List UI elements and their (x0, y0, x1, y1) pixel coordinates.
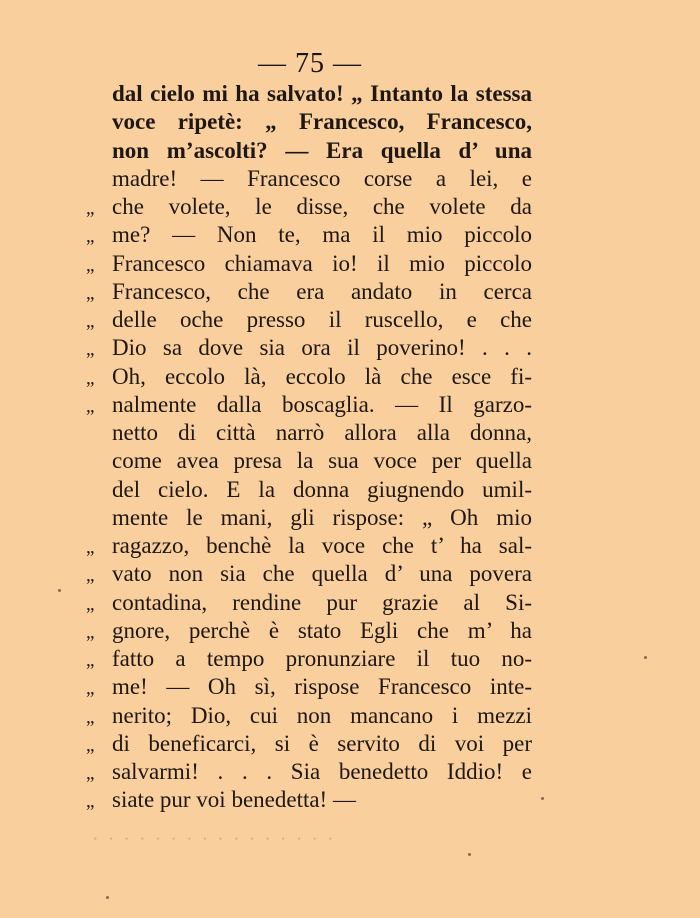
quote-mark: „ (86, 311, 95, 332)
line-text: mente le mani, gli rispose: „ Oh mio (112, 504, 532, 530)
quote-mark: „ (86, 198, 95, 219)
line-text: ragazzo, benchè la voce che t’ ha sal- (112, 533, 532, 558)
text-line (86, 108, 532, 136)
text-line (86, 645, 532, 673)
text-line (86, 702, 532, 730)
text-line (86, 165, 532, 193)
line-text: gnore, perchè è stato Egli che m’ ha (112, 617, 532, 643)
quote-mark: „ (86, 763, 95, 784)
paper-speck (644, 656, 647, 659)
text-line (86, 758, 532, 786)
show-through-text: · · · · · · · · · · · · · · · · (92, 827, 336, 849)
quote-mark: „ (86, 621, 95, 643)
line-text: siate pur voi benedetta! — (112, 787, 356, 813)
line-text: fatto a tempo pronunziare il tuo no- (112, 646, 532, 671)
line-text: voce ripetè: „ Francesco, Francesco, (112, 109, 532, 135)
line-text: Oh, eccolo là, eccolo là che esce fi- (112, 363, 532, 389)
line-text: salvarmi! . . . Sia benedetto Iddio! e (112, 759, 532, 784)
quote-mark: „ (86, 734, 95, 756)
text-line (86, 193, 532, 221)
text-line (86, 786, 532, 814)
quote-mark: „ (86, 282, 95, 304)
line-text: non m’ascolti? — Era quella d’ una (112, 137, 532, 163)
paper-speck (58, 589, 61, 592)
line-text: vato non sia che quella d’ una povera (112, 561, 532, 587)
text-line (86, 504, 532, 532)
line-text: contadina, rendine pur grazie al Si- (112, 589, 532, 615)
text-line (86, 250, 532, 278)
text-line (86, 447, 532, 475)
page-number: — 75 — (258, 48, 362, 79)
line-text: delle oche presso il ruscello, e che (112, 307, 532, 332)
quote-mark: „ (86, 706, 95, 728)
text-line (86, 137, 532, 165)
line-text: di beneficarci, si è servito di voi per (112, 730, 532, 756)
text-line (86, 560, 532, 588)
text-line (86, 80, 532, 108)
text-line (86, 306, 532, 334)
line-text: dal cielo mi ha salvato! „ Intanto la stessa (112, 81, 532, 106)
text-line (86, 363, 532, 391)
text-line (86, 532, 532, 560)
text-line (86, 730, 532, 758)
line-text: nalmente dalla boscaglia. — Il garzo- (112, 391, 532, 417)
quote-mark: „ (86, 565, 95, 587)
line-text: Francesco, che era andato in cerca (112, 278, 532, 304)
text-line (86, 419, 532, 447)
line-text: me! — Oh sì, rispose Francesco inte- (112, 674, 532, 700)
quote-mark: „ (86, 367, 95, 389)
line-text: netto di città narrò allora alla donna, (112, 420, 532, 445)
line-text: come avea presa la sua voce per quella (112, 448, 532, 474)
text-line (86, 673, 532, 701)
quote-mark: „ (86, 593, 95, 615)
line-text: madre! — Francesco corse a lei, e (112, 165, 532, 191)
line-text: che volete, le disse, che volete da (112, 194, 532, 219)
text-line (86, 391, 532, 419)
line-text: Dio sa dove sia ora il poverino! . . . (112, 335, 532, 361)
quote-mark: „ (86, 650, 95, 671)
paper-speck (106, 896, 109, 899)
quote-mark: „ (86, 254, 95, 276)
text-line (86, 278, 532, 306)
quote-mark: „ (86, 537, 95, 558)
text-line (86, 476, 532, 504)
body-text (86, 80, 532, 815)
quote-mark: „ (86, 791, 95, 813)
line-text: me? — Non te, ma il mio piccolo (112, 222, 532, 248)
line-text: del cielo. E la donna giugnendo umil- (112, 476, 532, 502)
text-line (86, 334, 532, 362)
text-line (86, 617, 532, 645)
text-line (86, 221, 532, 249)
quote-mark: „ (86, 678, 95, 700)
line-text: Francesco chiamava io! il mio piccolo (112, 250, 532, 276)
paper-speck (468, 853, 471, 856)
paper-speck (541, 797, 544, 800)
line-text: nerito; Dio, cui non mancano i mezzi (112, 702, 532, 728)
text-line (86, 589, 532, 617)
quote-mark: „ (86, 339, 95, 361)
quote-mark: „ (86, 395, 95, 417)
quote-mark: „ (86, 226, 95, 248)
